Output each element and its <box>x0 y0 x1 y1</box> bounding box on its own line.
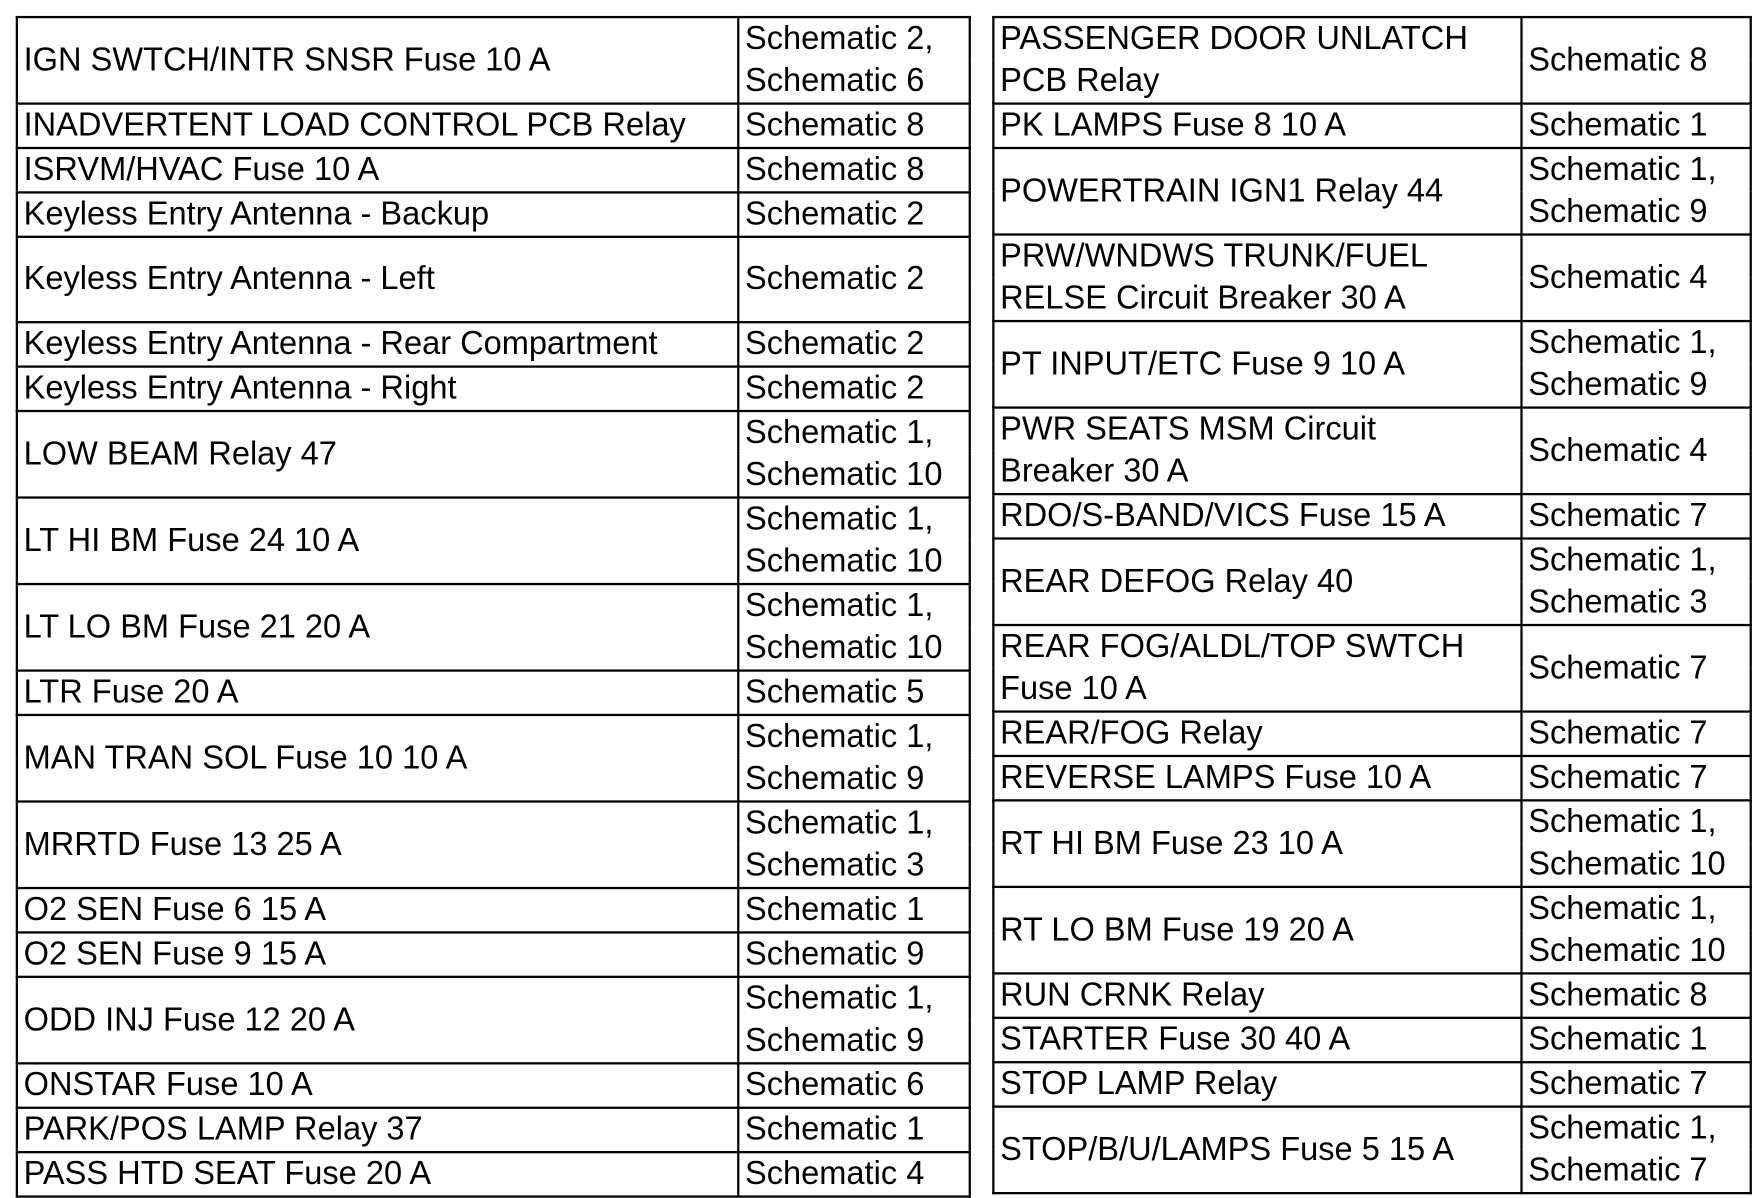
schematic-ref: Schematic 9 <box>745 760 925 797</box>
table-row <box>993 887 1750 930</box>
schematic-ref: Schematic 1, <box>745 500 934 538</box>
schematic-ref: Schematic 1, <box>1528 541 1717 579</box>
schematic-cell <box>1521 625 1750 712</box>
component-cell <box>17 1108 738 1152</box>
schematic-ref: Schematic 10 <box>745 543 943 580</box>
component-name: O2 SEN Fuse 6 15 A <box>23 891 327 928</box>
component-name: PASSENGER DOOR UNLATCH <box>1000 20 1468 57</box>
schematic-cell <box>738 671 969 715</box>
table-row <box>17 977 970 1020</box>
schematic-cell <box>738 932 969 976</box>
schematic-ref: Schematic 4 <box>1528 259 1708 296</box>
schematic-ref: Schematic 9 <box>745 935 925 973</box>
schematic-ref: Schematic 7 <box>1528 497 1708 534</box>
schematic-ref: Schematic 1, <box>1528 324 1717 361</box>
component-name: PK LAMPS Fuse 8 10 A <box>1000 107 1347 144</box>
component-name: LOW BEAM Relay 47 <box>23 435 337 472</box>
schematic-ref: Schematic 9 <box>745 1022 925 1059</box>
schematic-cell <box>738 1108 969 1152</box>
schematic-cell <box>1521 1107 1750 1194</box>
component-cell <box>993 1018 1521 1062</box>
component-name: REAR FOG/ALDL/TOP SWTCH <box>1000 628 1465 665</box>
table-row <box>993 235 1750 278</box>
schematic-ref: Schematic 2, <box>745 20 934 57</box>
component-name: Keyless Entry Antenna - Left <box>23 260 435 298</box>
table-row <box>993 17 1750 60</box>
schematic-ref: Schematic 1 <box>745 1111 925 1148</box>
schematic-cell <box>1521 408 1750 495</box>
component-cell <box>993 235 1521 322</box>
component-cell <box>17 1063 738 1107</box>
component-cell <box>17 888 738 932</box>
table-row <box>17 498 970 541</box>
component-name: LT HI BM Fuse 24 10 A <box>23 522 360 559</box>
schematic-ref: Schematic 7 <box>1528 714 1708 752</box>
component-name: STOP LAMP Relay <box>1000 1065 1278 1103</box>
schematic-cell <box>738 148 969 192</box>
component-cell <box>993 408 1521 495</box>
component-cell <box>17 671 738 715</box>
component-cell <box>993 887 1521 974</box>
schematic-ref: Schematic 1, <box>745 718 934 755</box>
component-name: PARK/POS LAMP Relay 37 <box>23 1111 423 1148</box>
schematic-ref: Schematic 2 <box>745 195 925 233</box>
component-name: Breaker 30 A <box>1000 453 1189 490</box>
component-name: POWERTRAIN IGN1 Relay 44 <box>1000 172 1444 209</box>
component-cell <box>993 494 1521 538</box>
schematic-ref: Schematic 1, <box>745 414 934 451</box>
right-index-table <box>992 16 1752 1194</box>
left-index-body <box>17 17 970 1196</box>
component-name: IGN SWTCH/INTR SNSR Fuse 10 A <box>23 41 551 78</box>
table-row <box>17 322 970 366</box>
table-row <box>993 1018 1750 1062</box>
table-row <box>17 104 970 148</box>
component-cell <box>993 625 1521 712</box>
schematic-ref: Schematic 7 <box>1528 759 1708 796</box>
schematic-ref: Schematic 10 <box>745 456 943 493</box>
right-index-body <box>993 17 1750 1193</box>
component-cell <box>17 1152 738 1196</box>
schematic-ref: Schematic 4 <box>745 1155 925 1193</box>
schematic-cell <box>738 322 969 366</box>
component-cell <box>993 756 1521 800</box>
table-row <box>17 17 970 60</box>
component-name: Keyless Entry Antenna - Backup <box>23 195 490 233</box>
schematic-ref: Schematic 2 <box>745 325 925 363</box>
component-cell <box>17 977 738 1064</box>
schematic-ref: Schematic 8 <box>745 107 925 144</box>
component-cell <box>17 411 738 498</box>
table-row <box>17 671 970 715</box>
component-name: RT LO BM Fuse 19 20 A <box>1000 911 1354 948</box>
component-cell <box>993 800 1521 887</box>
component-name: Keyless Entry Antenna - Rear Compartment <box>23 325 658 363</box>
schematic-cell <box>738 802 969 889</box>
table-row <box>993 104 1750 148</box>
component-cell <box>17 932 738 976</box>
schematic-cell <box>1521 973 1750 1017</box>
component-name: O2 SEN Fuse 9 15 A <box>23 935 327 973</box>
table-row <box>993 1062 1750 1106</box>
component-cell <box>993 321 1521 408</box>
schematic-cell <box>738 104 969 148</box>
table-row <box>993 756 1750 800</box>
component-name: PASS HTD SEAT Fuse 20 A <box>23 1155 432 1193</box>
schematic-ref: Schematic 1, <box>745 804 934 842</box>
schematic-cell <box>738 888 969 932</box>
schematic-ref: Schematic 8 <box>1528 976 1708 1014</box>
component-name: PCB Relay <box>1000 62 1160 100</box>
table-row <box>17 1108 970 1152</box>
schematic-ref: Schematic 1, <box>1528 151 1717 188</box>
schematic-ref: Schematic 8 <box>745 151 925 188</box>
table-row <box>17 888 970 932</box>
schematic-ref: Schematic 5 <box>745 673 925 711</box>
schematic-cell <box>738 977 969 1064</box>
table-row <box>993 712 1750 756</box>
component-name: REVERSE LAMPS Fuse 10 A <box>1000 759 1432 796</box>
schematic-ref: Schematic 1 <box>745 891 925 928</box>
table-row <box>993 539 1750 582</box>
table-row <box>17 932 970 976</box>
schematic-ref: Schematic 7 <box>1528 1065 1708 1103</box>
schematic-ref: Schematic 10 <box>1528 932 1726 969</box>
schematic-cell <box>738 1063 969 1107</box>
schematic-cell <box>738 367 969 411</box>
schematic-ref: Schematic 9 <box>1528 366 1708 404</box>
schematic-ref: Schematic 7 <box>1528 649 1708 686</box>
component-name: ONSTAR Fuse 10 A <box>23 1066 313 1104</box>
schematic-cell <box>1521 539 1750 626</box>
component-name: RDO/S-BAND/VICS Fuse 15 A <box>1000 497 1446 534</box>
component-name: Fuse 10 A <box>1000 670 1147 708</box>
schematic-cell <box>738 411 969 498</box>
component-name: RUN CRNK Relay <box>1000 976 1265 1014</box>
schematic-cell <box>738 1152 969 1196</box>
schematic-cell <box>1521 321 1750 408</box>
schematic-ref: Schematic 2 <box>745 260 925 298</box>
table-row <box>993 625 1750 668</box>
component-cell <box>17 17 738 104</box>
schematic-ref: Schematic 1, <box>1528 1110 1717 1147</box>
schematic-cell <box>1521 800 1750 887</box>
table-row <box>17 1152 970 1196</box>
table-row <box>993 148 1750 191</box>
component-name: LTR Fuse 20 A <box>23 673 239 711</box>
component-cell <box>993 17 1521 104</box>
schematic-cell <box>738 715 969 802</box>
schematic-ref: Schematic 1, <box>1528 890 1717 927</box>
schematic-ref: Schematic 10 <box>745 629 943 667</box>
schematic-ref: Schematic 3 <box>1528 584 1708 621</box>
component-cell <box>993 539 1521 626</box>
schematic-cell <box>738 17 969 104</box>
component-name: STOP/B/U/LAMPS Fuse 5 15 A <box>1000 1131 1455 1168</box>
component-cell <box>993 973 1521 1017</box>
schematic-ref: Schematic 1 <box>1528 107 1708 144</box>
component-name: RT HI BM Fuse 23 10 A <box>1000 824 1344 862</box>
component-cell <box>17 802 738 889</box>
component-name: Keyless Entry Antenna - Right <box>23 370 457 407</box>
table-row <box>17 1063 970 1107</box>
component-cell <box>993 104 1521 148</box>
component-cell <box>17 367 738 411</box>
component-name: INADVERTENT LOAD CONTROL PCB Relay <box>23 107 686 144</box>
component-cell <box>17 104 738 148</box>
component-name: PWR SEATS MSM Circuit <box>1000 410 1377 448</box>
schematic-cell <box>1521 148 1750 235</box>
schematic-cell <box>738 192 969 236</box>
table-row <box>993 321 1750 364</box>
table-row <box>993 1107 1750 1150</box>
schematic-cell <box>1521 712 1750 756</box>
component-cell <box>993 1107 1521 1194</box>
schematic-cell <box>738 237 969 322</box>
table-row <box>17 237 970 280</box>
schematic-ref: Schematic 2 <box>745 370 925 407</box>
table-row <box>17 802 970 845</box>
component-name: PT INPUT/ETC Fuse 9 10 A <box>1000 345 1406 382</box>
table-row <box>17 148 970 192</box>
schematic-ref: Schematic 9 <box>1528 193 1708 230</box>
component-name: PRW/WNDWS TRUNK/FUEL <box>1000 237 1428 275</box>
component-cell <box>17 148 738 192</box>
component-name: RELSE Circuit Breaker 30 A <box>1000 280 1406 317</box>
schematic-ref: Schematic 3 <box>745 847 925 884</box>
component-name: REAR/FOG Relay <box>1000 714 1263 752</box>
schematic-ref: Schematic 1, <box>745 587 934 624</box>
component-cell <box>17 192 738 236</box>
component-name: STARTER Fuse 30 40 A <box>1000 1021 1351 1058</box>
schematic-ref: Schematic 8 <box>1528 41 1708 78</box>
component-cell <box>17 322 738 366</box>
schematic-ref: Schematic 6 <box>745 62 925 100</box>
schematic-cell <box>1521 494 1750 538</box>
component-name: ODD INJ Fuse 12 20 A <box>23 1001 356 1038</box>
component-name: ISRVM/HVAC Fuse 10 A <box>23 151 380 188</box>
table-row <box>17 192 970 236</box>
schematic-cell <box>1521 17 1750 104</box>
schematic-ref: Schematic 7 <box>1528 1152 1708 1189</box>
schematic-ref: Schematic 4 <box>1528 432 1708 469</box>
schematic-cell <box>738 498 969 585</box>
component-cell <box>993 148 1521 235</box>
component-name: REAR DEFOG Relay 40 <box>1000 562 1354 600</box>
schematic-cell <box>1521 1062 1750 1106</box>
table-row <box>17 411 970 454</box>
left-index-table <box>16 16 971 1198</box>
table-row <box>17 584 970 627</box>
schematic-ref: Schematic 1, <box>745 980 934 1017</box>
schematic-ref: Schematic 6 <box>745 1066 925 1104</box>
table-row <box>993 973 1750 1017</box>
component-name: MRRTD Fuse 13 25 A <box>23 825 342 863</box>
component-name: MAN TRAN SOL Fuse 10 10 A <box>23 739 468 776</box>
component-cell <box>993 712 1521 756</box>
schematic-cell <box>1521 887 1750 974</box>
component-cell <box>17 715 738 802</box>
component-name: LT LO BM Fuse 21 20 A <box>23 608 371 645</box>
component-cell <box>17 498 738 585</box>
table-row <box>993 494 1750 538</box>
schematic-cell <box>1521 104 1750 148</box>
schematic-ref: Schematic 10 <box>1528 845 1726 883</box>
table-row <box>993 408 1750 451</box>
schematic-cell <box>738 584 969 671</box>
table-row <box>993 800 1750 843</box>
table-row <box>17 367 970 411</box>
schematic-ref: Schematic 1 <box>1528 1021 1708 1058</box>
schematic-cell <box>1521 1018 1750 1062</box>
schematic-cell <box>1521 756 1750 800</box>
schematic-cell <box>1521 235 1750 322</box>
table-row <box>17 715 970 758</box>
component-cell <box>17 584 738 671</box>
component-cell <box>17 237 738 322</box>
component-cell <box>993 1062 1521 1106</box>
schematic-ref: Schematic 1, <box>1528 803 1717 841</box>
